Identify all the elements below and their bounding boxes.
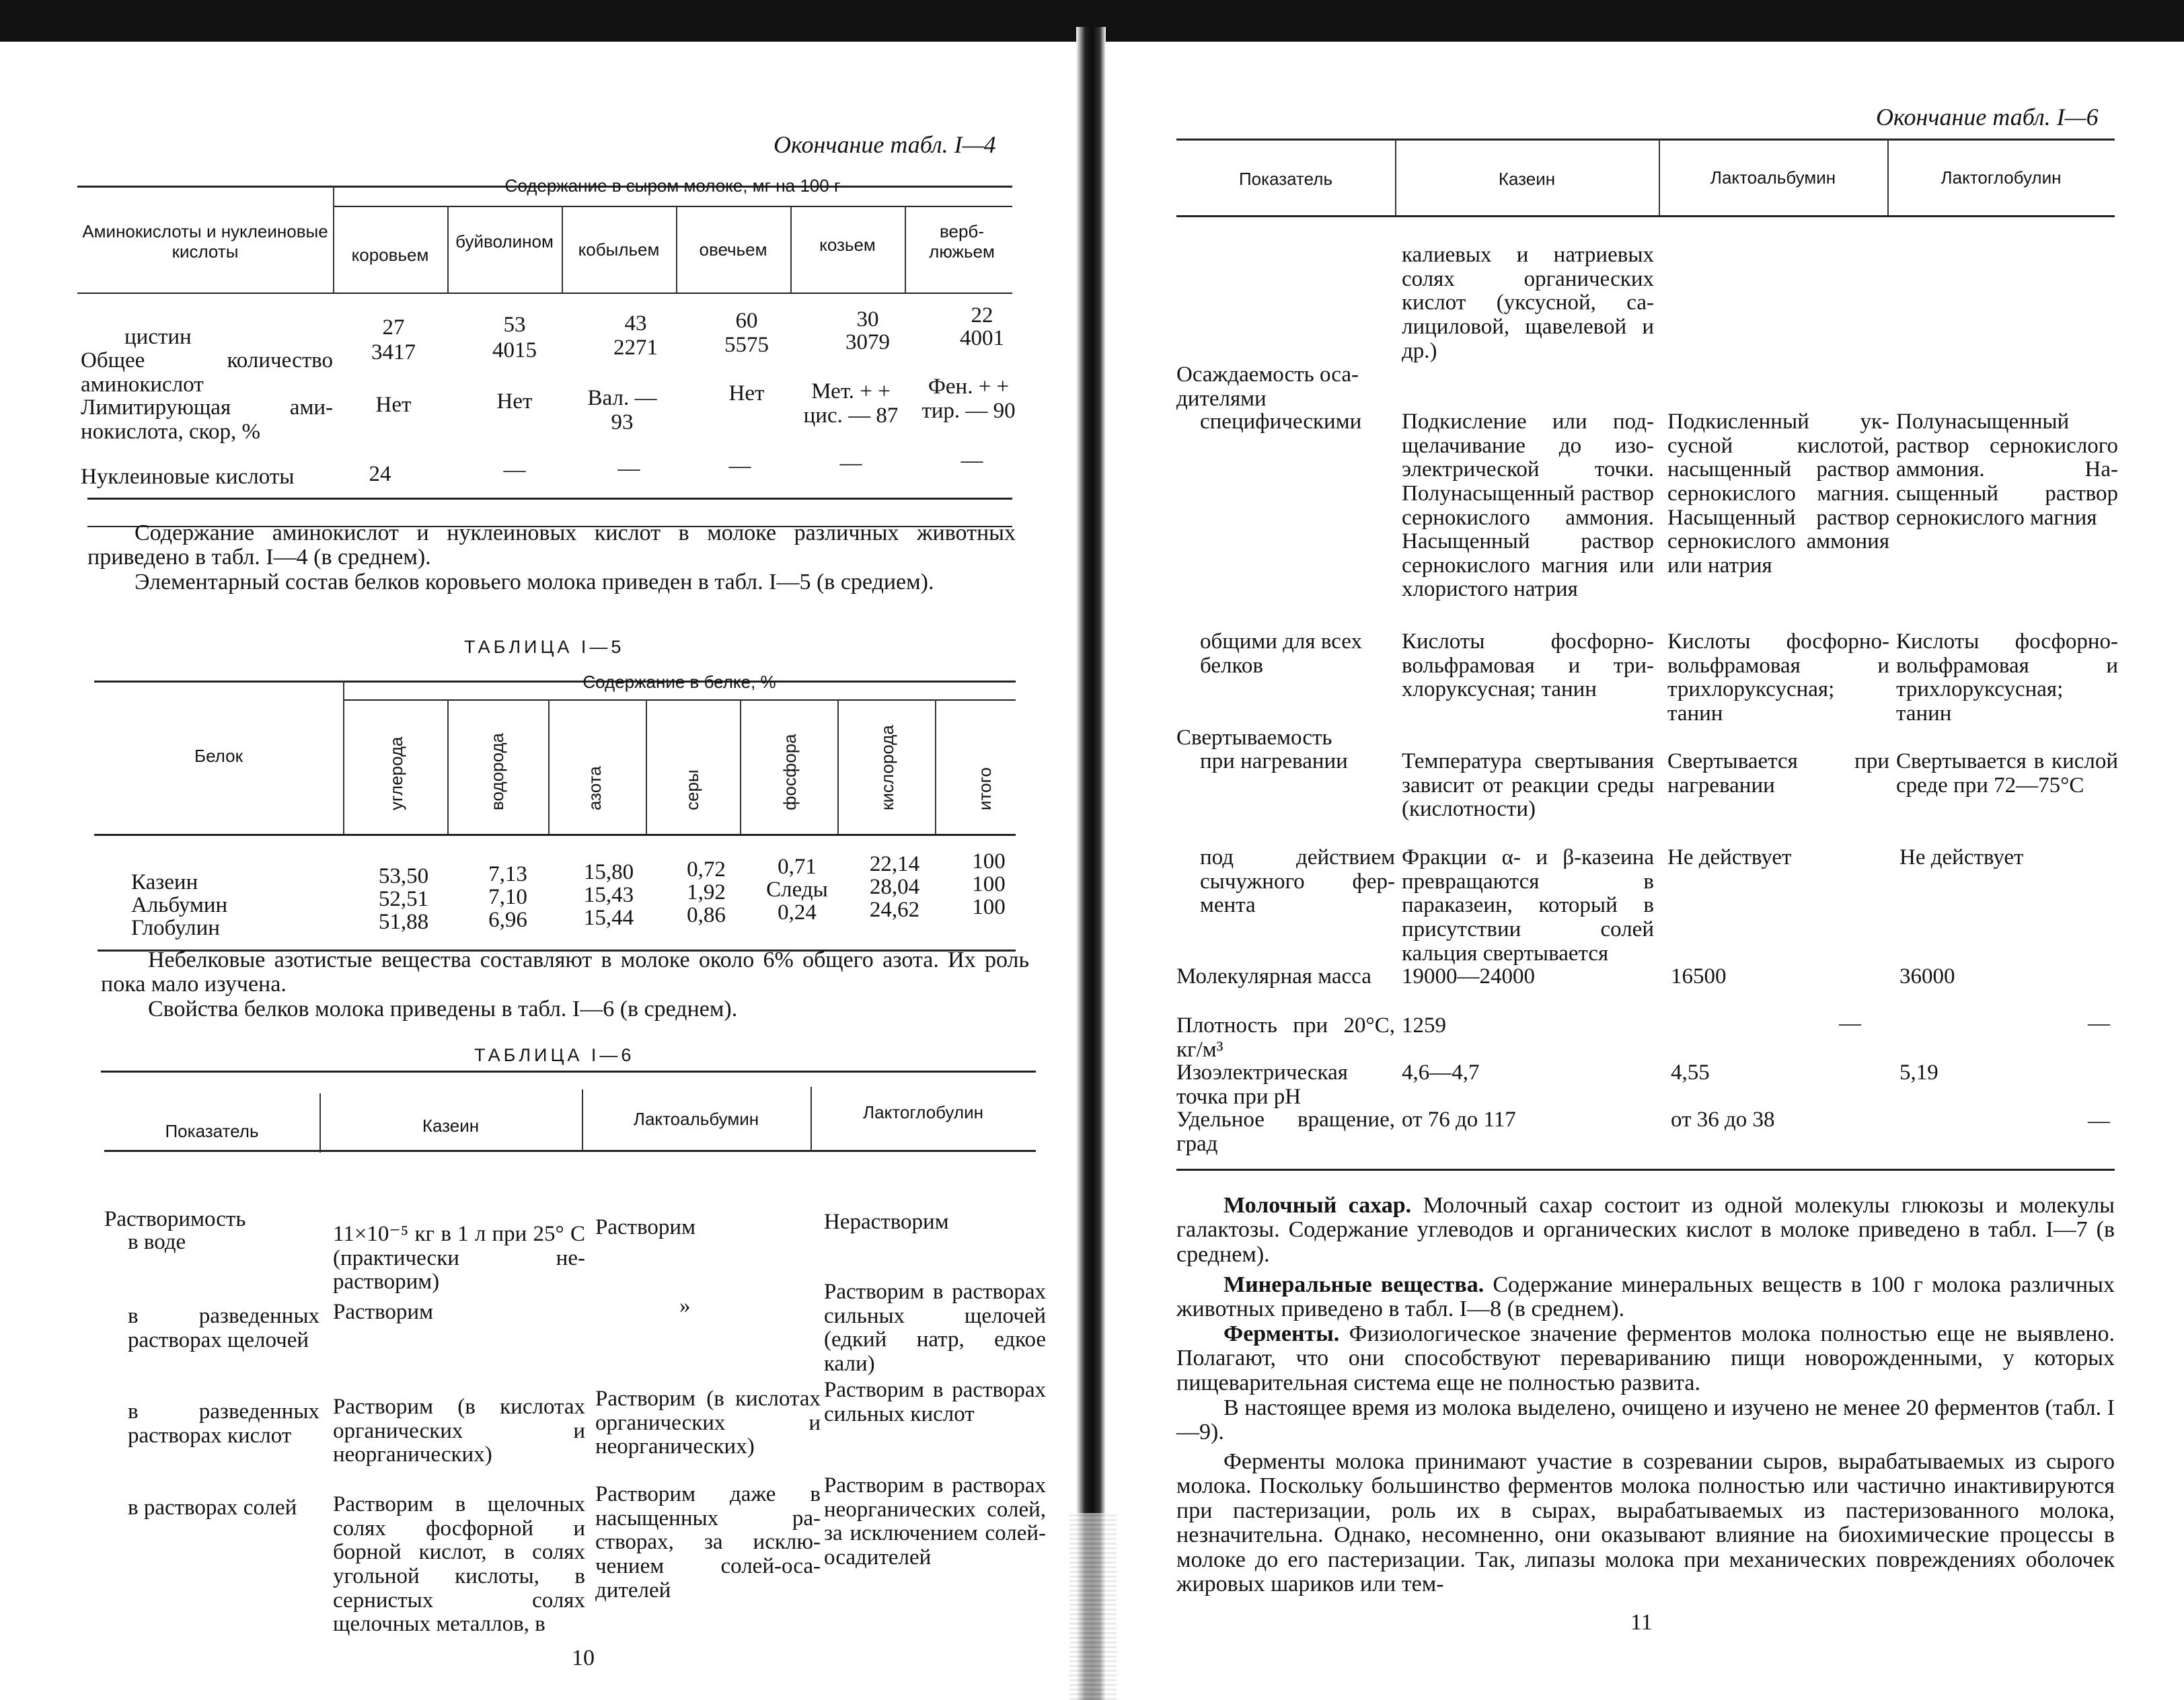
table4-row-label: Общее количество аминокислот (81, 348, 333, 397)
table6-end-cell: Подкисленный уксусной кислотой, насыщенный раствор сернокислого магния. Насыщенный раствор сернокислого аммония или натрия (1667, 410, 1889, 578)
right-page (1106, 0, 2184, 1700)
table4-row-label: Лимитирующая аминокислота, скор, % (81, 395, 333, 444)
table4-cell: 3079 (845, 330, 890, 354)
table5-group-rule (343, 699, 1016, 701)
table5-cell: 100 (972, 895, 1006, 919)
table5-col-header: фосфора (780, 734, 800, 810)
table6-end-cell: 19000—24000 (1402, 964, 1535, 989)
table6-col-header: Казеин (422, 1116, 480, 1136)
table4-cell: 3417 (371, 340, 416, 364)
table6-cell: Растворим (в кислотах органических и неорганических) (595, 1387, 821, 1459)
table4-cell: — (617, 457, 640, 481)
table6-end-col-header: Лактоальбумин (1710, 167, 1836, 188)
para-body: Содержание минеральных веществ в 100 г молока различных животных приведено в табл. I—8 (в среднем). (1176, 1272, 2115, 1322)
table5-cell: 24,62 (869, 898, 920, 922)
table5-cell: Следы (766, 878, 828, 902)
table5-cell: 100 (972, 872, 1006, 896)
table5-vline (343, 681, 344, 834)
table5-col-header: серы (682, 769, 702, 810)
table5-col-header: водорода (487, 732, 507, 810)
table6-end-row-label: Плотность при 20°С, кг/м³ (1176, 1013, 1395, 1062)
table5-row-label: Глобулин (131, 916, 220, 940)
table5-cell: 51,88 (378, 910, 429, 934)
left-page (0, 0, 1076, 1700)
table5-cell: 100 (972, 849, 1006, 874)
table5-col-header: итого (975, 767, 995, 810)
table6-cell: Растворим в растворах сильных щелочей (едкий натр, едкое кали) (824, 1280, 1046, 1376)
table4-cell: 4001 (960, 326, 1004, 350)
table6-end-cell: Фракции α- и β-казеина превращаются в параказеин, который в присутствии солей кальция свертывается (1402, 845, 1654, 966)
table5-cell: 1,92 (687, 880, 726, 904)
table6-cell: Растворим (595, 1215, 695, 1239)
table6-end-col-header: Казеин (1498, 169, 1556, 189)
right-paragraph (1176, 1322, 2115, 1395)
table4-cell: 60 (735, 309, 758, 333)
table6-cell: Нерастворим (824, 1210, 949, 1234)
table5-vline (646, 699, 647, 834)
table6-row-label: в разведенных растворах щелочей (128, 1304, 319, 1352)
page-number: 11 (1630, 1610, 1653, 1635)
table4-row-label: Нуклеиновые кислоты (81, 465, 295, 489)
table6-row-label: в разведенных растворах кислот (128, 1399, 319, 1448)
left-paragraph: Небелковые азотистые вещества составляют в молоке около 6% общего азота. Их роль пока мало изучена. (101, 948, 1029, 997)
table6-end-cell: 36000 (1899, 964, 1955, 989)
table5-row-header: Белок (194, 746, 243, 766)
table6-end-caption: Окончание табл. I—6 (1876, 104, 2099, 130)
table6-end-cell: от 36 до 38 (1671, 1108, 1775, 1132)
table4-col-header: кобыльем (578, 239, 660, 260)
table6-end-bottom-rule (1176, 1169, 2115, 1171)
right-paragraph: Ферменты молока принимают участие в созревании сыров, вырабатываемых из сырого молока. Поскольку большинство ферментов молока полностью или частично инактивируются при пастеризации, роль их в сырах, вырабатываемых из пастеризованного молока, незначительна. Однако, несомненно, они оказывают влияние на биохимические процессы в молоке до его пастеризации. Так, липазы молока при механических повреждениях оболочек жировых шариков или тем- (1176, 1449, 2115, 1596)
table6-end-cell: 4,6—4,7 (1402, 1060, 1480, 1085)
table4-cell: Нет (496, 389, 533, 414)
table6-end-row-label: Изоэлектрическая точка при pH (1176, 1060, 1348, 1109)
table4-cell: 22 (971, 303, 993, 327)
table5-row-label: Казеин (131, 870, 198, 894)
table6-row-label: в воде (128, 1230, 186, 1254)
para-lead: Молочный сахар. (1223, 1193, 1412, 1218)
table6-end-cell: Кислоты фосфорновольфрамовая и трихлоруксусная; танин (1402, 629, 1654, 702)
table5-cell: 53,50 (378, 864, 429, 888)
table5-cell: 52,51 (378, 887, 429, 911)
table4-col-header: буйволином (455, 231, 554, 252)
table6-row-label: Растворимость (104, 1207, 246, 1231)
table6-end-cell: Не действует (1899, 845, 2024, 870)
table4-cell: 4015 (492, 338, 537, 362)
table4-header-rule (77, 293, 1012, 294)
table5-cell: 0,24 (778, 900, 817, 925)
table5-group-header: Содержание в белке, % (582, 672, 776, 692)
table6-cell: Растворим (333, 1300, 433, 1324)
table4-cell: Вал. — 93 (587, 386, 657, 434)
table5-vline (740, 699, 741, 834)
table6-end-row-label: при нагревании (1200, 749, 1348, 773)
table4-col-header: овечьем (699, 239, 767, 260)
page-number: 10 (572, 1646, 595, 1670)
table5-col-header: углерода (386, 736, 406, 810)
table6-end-col-header: Лактоглобулин (1941, 167, 2062, 188)
left-paragraph: Содержание аминокислот и нуклеиновых кислот в молоке различных животных приведено в табл. I—4 (в среднем). (87, 520, 1016, 570)
table6-end-row-label: под действием сычужного фермента (1200, 845, 1395, 918)
table6-cell: » (679, 1294, 691, 1318)
table6-end-cell: — (1839, 1011, 1861, 1036)
table5-col-header: азота (585, 766, 605, 810)
table4-vline (905, 206, 906, 293)
table6-end-row-label: Свертываемость (1176, 726, 1332, 750)
table6-cell: Растворим даже в насыщенных растворах, за исключением солей-осадителей (595, 1482, 821, 1602)
table6-caption: ТАБЛИЦА I—6 (474, 1045, 635, 1065)
right-paragraph (1176, 1194, 2115, 1267)
table4-cell: — (839, 451, 862, 475)
table5-col-header: кислорода (877, 725, 897, 810)
table5-cell: 22,14 (869, 852, 920, 876)
table4-col-header: верблюжьем (929, 221, 995, 262)
table5-cell: 6,96 (488, 908, 527, 932)
table6-end-cell: Кислоты фосфорно-вольфрамовая и трихлоруксусная; танин (1896, 629, 2118, 726)
table5-cell: 15,43 (583, 883, 634, 907)
table4-row-label: цистин (124, 325, 192, 349)
table5-cell: 7,10 (488, 885, 527, 909)
table6-end-row-label: Осаждаемость осадителями (1176, 362, 1359, 411)
table6-end-cell: калиевых и натриевых солях органических кислот (уксусной, салициловой, щавелевой и др.) (1402, 243, 1654, 363)
table6-end-row-label: специфическими (1200, 410, 1362, 434)
table6-end-header-rule (1176, 215, 2115, 217)
table5-header-rule (94, 834, 1016, 836)
table6-cell: 11×10⁻⁵ кг в 1 л при 25° С (практически нерастворим) (333, 1222, 585, 1295)
table4-cell: 30 (856, 307, 879, 332)
table6-end-row-label: общими для всех белков (1200, 629, 1362, 678)
table6-end-cell: Кислоты фосфорно-вольфрамовая и трихлоруксусная; танин (1667, 629, 1889, 726)
book-gutter (1076, 27, 1106, 1700)
table6-top-rule (101, 1071, 1036, 1073)
table5-vline (548, 699, 550, 834)
table5-caption: ТАБЛИЦА I—5 (464, 637, 625, 657)
table4-cell: Нет (728, 381, 765, 405)
table5-cell: 0,72 (687, 857, 726, 882)
table5-vline (837, 699, 839, 834)
table4-cell: — (961, 449, 983, 473)
table6-cell: Растворим в растворах сильных кислот (824, 1378, 1046, 1426)
table4-cell: 43 (624, 311, 647, 336)
table6-end-row-label: Удельное вращение, град (1176, 1108, 1395, 1156)
left-paragraph: Свойства белков молока приведены в табл. I—6 (в среднем). (148, 997, 738, 1021)
table4-caption: Окончание табл. I—4 (774, 131, 996, 158)
table4-row-header: Аминокислоты и нуклеиновые кислоты (82, 221, 328, 262)
table4-cell: 53 (503, 313, 526, 337)
table6-cell: Растворим в щелочных солях фосфорной и борной кислот, в солях угольной кислоты, в сернистых солях щелочных металлов, в (333, 1492, 585, 1637)
table6-cell: Растворим в растворах неорганических солей, за исключением солей-осадителей (824, 1473, 1046, 1570)
table6-end-cell: от 76 до 117 (1402, 1108, 1516, 1132)
table5-cell: 0,86 (687, 903, 726, 927)
table5-cell: 15,44 (583, 906, 634, 930)
table5-row-label: Альбумин (131, 893, 228, 917)
table4-cell: Мет. + + цис. — 87 (803, 379, 899, 428)
table4-cell: 2271 (613, 336, 658, 360)
table6-header-rule (104, 1150, 1036, 1152)
table6-end-col-header: Показатель (1238, 169, 1332, 189)
table4-vline (447, 206, 449, 293)
para-body: Физиологическое значение ферментов молока полностью еще не выявлено. Полагают, что они способствуют перевариванию пищи новорожденными, у которых пищеварительная система еще не полностью развита. (1176, 1321, 2115, 1395)
right-paragraph: В настоящее время из молока выделено, очищено и изучено не менее 20 ферментов (табл. I—9). (1176, 1395, 2115, 1445)
table5-vline (935, 699, 936, 834)
table4-cell: — (503, 458, 526, 482)
table4-col-header: козьем (819, 235, 876, 255)
table6-col-header: Лактоглобулин (863, 1102, 983, 1122)
table4-cell: 24 (369, 462, 391, 486)
table5-vline (447, 699, 449, 834)
table4-cell: — (728, 454, 751, 478)
table4-group-header: Содержание в сыром молоке, мг на 100 г (504, 176, 841, 196)
table4-cell: Нет (375, 393, 412, 417)
table6-row-label: в растворах солей (128, 1496, 297, 1520)
table5-cell: 28,04 (869, 875, 920, 899)
table6-cell: Растворим (в кислотах органических и неорганических) (333, 1395, 585, 1467)
table6-end-cell: Свертывается в кислой среде при 72—75°С (1896, 749, 2118, 798)
table6-end-cell: — (2088, 1011, 2110, 1036)
table6-end-cell: Не действует (1667, 845, 1792, 870)
table6-end-cell: 5,19 (1899, 1060, 1938, 1085)
para-lead: Минеральные вещества. (1223, 1272, 1484, 1297)
table6-col-header: Показатель (165, 1121, 259, 1141)
left-paragraph: Элементарный состав белков коровьего молока приведен в табл. I—5 (в средием). (135, 570, 934, 594)
table6-end-cell: Полунасыщенный раствор сернокислого аммония. Насыщенный раствор сернокислого магния (1896, 410, 2118, 530)
table5-cell: 0,71 (778, 855, 817, 879)
table6-end-cell: Температура свертывания зависит от реакции среды (кислотности) (1402, 749, 1654, 822)
para-lead: Ферменты. (1223, 1321, 1340, 1346)
table6-end-cell: 1259 (1402, 1013, 1446, 1038)
table4-cell: 27 (382, 315, 405, 340)
table6-end-cell: Свертывается при нагревании (1667, 749, 1889, 798)
table5-cell: 15,80 (583, 860, 634, 884)
table6-end-cell: Подкисление или подщелачивание до изоэлектрической точки. Полунасыщенный раствор сернокислого аммония. Насыщенный раствор сернокислого магния или хлористого натрия (1402, 410, 1654, 602)
table6-end-cell: — (2088, 1109, 2110, 1133)
table4-bottom-rule (87, 498, 1012, 500)
right-paragraph (1176, 1273, 2115, 1322)
table4-cell: 5575 (724, 333, 769, 357)
table4-group-rule (333, 206, 1012, 207)
table6-col-header: Лактоальбумин (633, 1109, 759, 1129)
table4-cell: Фен. + + тир. — 90 (921, 375, 1016, 423)
table4-vline (333, 186, 334, 293)
table6-end-cell: 16500 (1671, 964, 1727, 989)
table5-cell: 7,13 (488, 862, 527, 886)
para-body: Молочный сахар состоит из одной молекулы глюкозы и молекулы галактозы. Содержание углеводов и органических кислот в молоке приведено в табл. I—7 (в среднем). (1176, 1193, 2115, 1267)
table4-col-header: коровьем (351, 245, 429, 265)
table6-end-top-rule (1176, 139, 2115, 141)
table6-end-cell: 4,55 (1671, 1060, 1710, 1085)
table6-end-row-label: Молекулярная масса (1176, 964, 1371, 989)
